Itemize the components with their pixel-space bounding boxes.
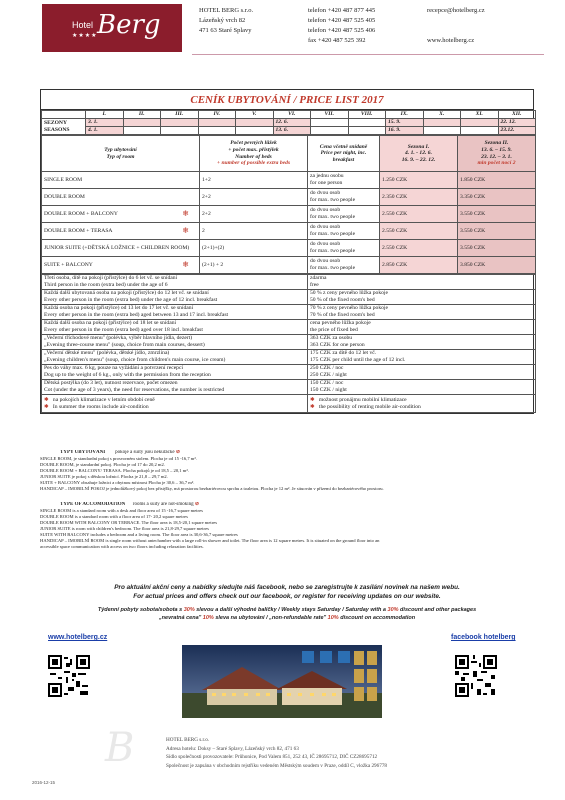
room-name: JUNIOR SUITE (+DĚTSKÁ LOŽNICE + CHILDREN ROOM): [44, 244, 190, 251]
header-divider: [192, 54, 544, 55]
season-table: I. II. III. IV. V. VI. VII. VIII. IX. X. XI. XII. SEZONY SEASONS 3. 1. 12. 6. 15. 9. 22. 12. 4. 1. 13. 6. 16. 9. 23.12.: [41, 110, 536, 135]
month-cell: VI.: [273, 111, 311, 119]
logo-berg-text: Berg: [97, 10, 161, 40]
month-cell: VII.: [311, 111, 349, 119]
extras-table: [41, 274, 536, 413]
hotel-photo: [182, 645, 382, 718]
room-beds: 2+2: [200, 206, 308, 223]
room-beds: 1+2: [200, 172, 308, 189]
promo-cz: Pro aktuální akční ceny a nabídky sledujte náš facebook, nebo se zaregistrujte k zasílání novinek na našem webu.: [114, 584, 460, 591]
phone-block: [308, 6, 375, 46]
phone-1: telefon +420 487 877 445: [308, 7, 376, 14]
seasons-label: SEZONY SEASONS: [42, 119, 86, 135]
beds-header: Počet pevných lůžek + počet max. přistýlek Number of beds + number of possible extra beds: [200, 136, 308, 172]
promo-section: [40, 583, 534, 622]
letterhead: [42, 4, 542, 60]
snowflake-icon: ✱: [44, 396, 49, 403]
price-list: [40, 89, 534, 414]
footer-company-info: HOTEL BERG s.r.o. Adresa hotelu: Doksy – Staré Splavy, Lázeňský vrch 82, 471 63 Sídlo společnosti provozovatele: Průhonice, Pod Valem 851, 252 43, IČ 28695712, DIČ CZ28695712 Společnost je zapsána v obchodním rejstříku vedeném Městským soudem v Praze, oddíl C, vložka 296778: [166, 737, 388, 769]
room-rows: [42, 172, 536, 274]
snowflake-icon: ✱: [44, 403, 49, 410]
season2-price: 3.550 CZK: [458, 240, 536, 257]
room-row: DOUBLE ROOM + TERASA ❄ 2 do dvou osob for max. two people 2.550 CZK 3.550 CZK: [42, 223, 536, 240]
price-list-title: CENÍK UBYTOVÁNÍ / PRICE LIST 2017: [41, 90, 533, 110]
room-type-header: Typ ubytování Typ of room: [42, 136, 200, 172]
season1-price: 2.550 CZK: [380, 223, 458, 240]
season2-header: Sezona II. 13. 6. – 15. 9. 23. 12. – 3. 1. min počet nocí 2: [458, 136, 536, 172]
facebook-qr-code[interactable]: [455, 655, 497, 697]
phone-2: telefon +420 487 525 405: [308, 17, 376, 24]
no-smoking-icon: ⊘: [194, 502, 200, 507]
month-cell: X.: [423, 111, 461, 119]
month-cell: V.: [236, 111, 274, 119]
email-link[interactable]: recepce@hotelberg.cz: [427, 7, 485, 14]
date-stamp: 2016-12-15: [32, 780, 56, 785]
facebook-link[interactable]: facebook hotelberg: [451, 634, 516, 641]
company-name: HOTEL BERG s.r.o.: [199, 7, 254, 14]
types-cz-heading: TYPY UBYTOVÁNÍ: [60, 450, 106, 455]
snowflake-icon: ❄: [182, 208, 189, 218]
room-name: DOUBLE ROOM + TERASA: [44, 227, 113, 234]
no-smoking-icon: ⊘: [175, 450, 181, 455]
extra-row: Třetí osoba, dítě na pokoji (přistýlce) do 6 let vč. se snídaní Third person in the room (extra bed) under the age of 6 zdarma free: [42, 275, 536, 290]
logo-stars: ★★★★: [72, 33, 98, 39]
season1-price: 2.350 CZK: [380, 189, 458, 206]
season1-price: 2.550 CZK: [380, 240, 458, 257]
season2-price: 3.550 CZK: [458, 206, 536, 223]
month-cell: IV.: [198, 111, 236, 119]
extra-row: Každá další osoba na pokoji (přistýlce) od 18 let se snídaní Every other person in the room (extra bed) aged over 18 incl. breakfast cena pevného lůžka pokoje the price of fixed bed: [42, 320, 536, 335]
price-header: Cena včetně snídaně Price per night, inc. breakfast: [308, 136, 380, 172]
room-row: SUITE + BALCONY ❄ (2+1) + 2 do dvou osob for max. two people 2.850 CZK 3.850 CZK: [42, 257, 536, 274]
room-row: DOUBLE ROOM 2+2 do dvou osob for max. two people 2.350 CZK 3.350 CZK: [42, 189, 536, 206]
promo-en: For actual prices and offers check out our facebook, or register for receiving updates on our website.: [133, 593, 441, 600]
extra-row: Každá další ubytovaná osoba na pokoji (přistýlce) do 12 let vč. se snídaní Every other person in the room (extra bed) under the age of 12 incl. breakfast 50 % z ceny pevného lůžka pokoje 50 % of the fixed room's bed: [42, 290, 536, 305]
month-cell: IX.: [386, 111, 424, 119]
city: 471 63 Staré Splavy: [199, 27, 252, 34]
season1-price: 2.850 CZK: [380, 257, 458, 274]
snowflake-icon: ✱: [310, 403, 315, 410]
month-cell: XI.: [461, 111, 499, 119]
season2-price: 3.550 CZK: [458, 223, 536, 240]
room-row: SINGLE ROOM 1+2 za jednu osobu for one person 1.250 CZK 1.850 CZK: [42, 172, 536, 189]
contact-web-block: [427, 6, 485, 46]
room-name: DOUBLE ROOM: [44, 193, 85, 200]
month-cell: III.: [161, 111, 199, 119]
season2-price: 3.350 CZK: [458, 189, 536, 206]
month-cell: XII.: [498, 111, 536, 119]
month-cell: I.: [86, 111, 124, 119]
hotel-logo: [42, 4, 182, 52]
address-block: [199, 6, 253, 36]
street: Lázeňský vrch 82: [199, 17, 246, 24]
room-beds: (2+1)+(2): [200, 240, 308, 257]
snowflake-icon: ❄: [182, 225, 189, 235]
website-link[interactable]: www.hotelberg.cz: [48, 634, 108, 641]
logo-hotel-text: Hotel: [72, 20, 94, 30]
phone-3: telefon +420 487 525 406: [308, 27, 376, 34]
room-row: JUNIOR SUITE (+DĚTSKÁ LOŽNICE + CHILDREN ROOM) (2+1)+(2) do dvou osob for max. two people 2.550 CZK 3.550 CZK: [42, 240, 536, 257]
room-name: SINGLE ROOM: [44, 176, 83, 183]
extra-row: „Večerní dětské menu" (polévka, dětské jídlo, zmrzlina) „Evening children's menu" (soup, choice from children's main course, ice cream) 175 CZK za dítě do 12 let vč. 175 CZK per child until the age of 12 incl.: [42, 350, 536, 365]
nonrefundable-offer: „nevratná cena" 10% sleva na ubytování / „non-refundable rate" 10% discount on accommodation: [158, 615, 416, 621]
snowflake-icon: ❄: [182, 259, 189, 269]
season1-header: Sezona I. 4. 1. - 12. 6. 16. 9. – 22. 12.: [380, 136, 458, 172]
notes-row: ✱ na pokojích klimatizace v letním období ceně ✱ In summer the rooms include air-condition ✱ možnost pronájmu mobilní klimatizace ✱ the possibility of renting mobile air-condition: [42, 395, 536, 413]
room-beds: 2: [200, 223, 308, 240]
snowflake-icon: ✱: [310, 396, 315, 403]
footer-logo-watermark: B: [105, 725, 135, 771]
fax: fax +420 487 525 392: [308, 37, 366, 44]
extra-row: Každá osoba na pokoji (přistýlce) od 13 let do 17 let vč. se snídaní Every other person in the room (extra bed) aged between 13 and 17 incl. breakfast 70 % z ceny pevného lůžka pokoje 70 % of the fixed room's bed: [42, 305, 536, 320]
extra-row: Pes do váhy max. 6 kg, pouze na vyžádání a potvrzení recepcí Dog up to the weight of 6 kg., only with the permission from the reception 250 CZK / noc 250 CZK / night: [42, 365, 536, 380]
season2-price: 3.850 CZK: [458, 257, 536, 274]
room-beds: (2+1) + 2: [200, 257, 308, 274]
room-price-table: [41, 135, 536, 274]
month-cell: II.: [123, 111, 161, 119]
season1-price: 1.250 CZK: [380, 172, 458, 189]
season2-price: 1.850 CZK: [458, 172, 536, 189]
room-name: SUITE + BALCONY: [44, 261, 93, 268]
weekly-stay-offer: Týdenní pobyty sobota/sobota s 30% slevou a další výhodné balíčky / Weekly stays Saturday / Saturday with a 30% discount and other packages: [97, 607, 477, 613]
month-cell: VIII.: [348, 111, 386, 119]
types-en-heading: TYPE OF ACCOMODATION: [60, 502, 126, 507]
website-qr-code[interactable]: [48, 655, 90, 697]
extra-row: Dětská postýlka (do 3 let), nutnost rezervace, počet omezen Cot (under the age of 3 years), the need for reservations, the number is restricted 150 CZK / noc 150 CZK / night: [42, 380, 536, 395]
room-row: DOUBLE ROOM + BALCONY ❄ 2+2 do dvou osob for max. two people 2.550 CZK 3.550 CZK: [42, 206, 536, 223]
season1-price: 2.550 CZK: [380, 206, 458, 223]
room-beds: 2+2: [200, 189, 308, 206]
extra-row: „Večerní tříchodové menu" (polévka, výběr hlavního jídla, dezert) „Evening three-course menu" (soup, choice from main courses, dessert) 363 CZK za osobu 363 CZK for one person: [42, 335, 536, 350]
room-name: DOUBLE ROOM + BALCONY: [44, 210, 118, 217]
website-link[interactable]: www.hotelberg.cz: [427, 37, 475, 44]
room-types-section: TYPY UBYTOVÁNÍ pokoje a suity jsou nekuřácké ⊘ SINGLE ROOM, je standardní pokoj s prosvorném stolem. Plocha je od 15 -16,7 m². DOUBLE ROOM, je standardní pokoj. Plocha je od 17 do 20,2 m2. DOUBLE ROOM + BALCONY/ TERASA. Plocha pokojů je od 18,5 – 20,1 m². JUNIOR SUITE je pokoj s dětskou ložnicí. Plocha je 21,8 – 29,7 m2. SUITE + BALCONY obsahuje ložnici a obytnou místnost Plocha je 30,6 – 36,7 m². HANDICAP – IMOBILNÍ POKOJ je jednolůžkový pokoj bez přistýlky, má prostorou bezbariérovou sprchu a toaletou. Plocha je 12 m². Je situován v přízemí do bezbariérového prostoru. TYPE OF ACCOMODATION rooms a suity are not-smoking ⊘ SINGLE ROOM is a standard room with a desk and floor area of 15 -16,7 square metres DOUBLE ROOM is a standard room with a floor area of 17- 20,2 square metres DOUBLE ROOM WITH BALCONY OR TERRACE. The floor area is 18,5-20,1 square metres JUNIOR SUITE is room with children's bedroom. The floor area is 21,8-29,7 square metres SUITE WITH BALCONY includes a bedroom and a living room. The floor area is 30,6-36,7 square metres HANDICAP – IMOBILNÍ ROOM is single room without antechamber with a large roll-in shower and toilet. The floor area is 12 square metres. It is situated on the ground floor into an accessible space communication with access on two floors including relaxation facilities.: [40, 450, 384, 549]
